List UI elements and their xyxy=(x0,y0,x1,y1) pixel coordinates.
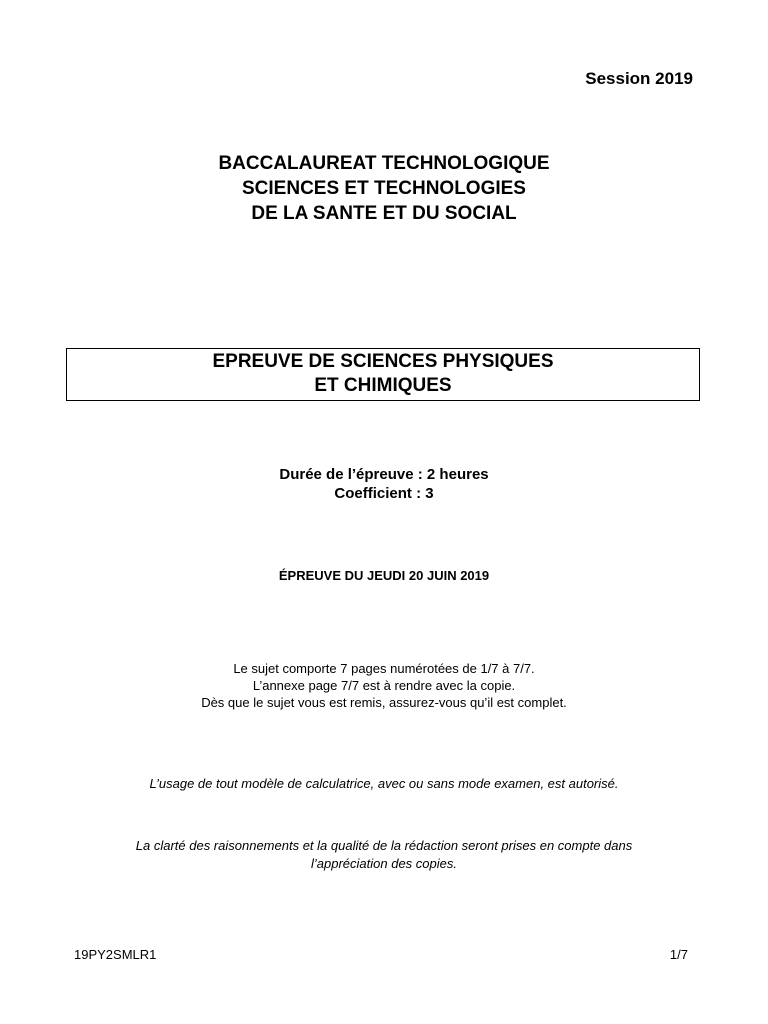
main-title-line-3: DE LA SANTE ET DU SOCIAL xyxy=(251,203,517,224)
main-title-line-2: SCIENCES ET TECHNOLOGIES xyxy=(242,178,526,199)
instructions-line-2: L’annexe page 7/7 est à rendre avec la copie. xyxy=(252,678,516,693)
clarity-note-line-2: l’appréciation des copies. xyxy=(311,856,457,871)
instructions-line-3: Dès que le sujet vous est remis, assurez-vous qu’il est complet. xyxy=(201,695,567,710)
clarity-note-line-1: La clarté des raisonnements et la qualité de la rédaction seront prises en compte dans xyxy=(135,838,633,853)
duration-value: : 2 heures xyxy=(413,466,489,483)
coefficient-label: Coefficient xyxy=(334,485,412,502)
instructions-block xyxy=(0,660,768,711)
coefficient-line xyxy=(0,484,768,503)
instructions-line-1: Le sujet comporte 7 pages numérotées de 1/7 à 7/7. xyxy=(233,661,535,676)
exam-subject-line-1: EPREUVE DE SCIENCES PHYSIQUES xyxy=(212,351,554,372)
footer-page-number: 1/7 xyxy=(669,947,688,962)
clarity-note xyxy=(0,837,768,873)
duration-label: Durée de l’épreuve xyxy=(279,466,414,483)
duration-line xyxy=(0,465,768,484)
exam-subject-line-2: ET CHIMIQUES xyxy=(314,375,452,396)
main-title-line-1: BACCALAUREAT TECHNOLOGIQUE xyxy=(218,153,550,174)
duration-block xyxy=(0,465,768,503)
exam-date: ÉPREUVE DU JEUDI 20 JUIN 2019 xyxy=(278,568,490,583)
session-label: Session 2019 xyxy=(585,69,693,88)
calculator-note: L’usage de tout modèle de calculatrice, avec ou sans mode examen, est autorisé. xyxy=(149,776,619,791)
main-title xyxy=(0,151,768,226)
footer-exam-code: 19PY2SMLR1 xyxy=(74,947,157,962)
exam-subject-box xyxy=(66,348,700,401)
coefficient-value: : 3 xyxy=(411,485,434,502)
